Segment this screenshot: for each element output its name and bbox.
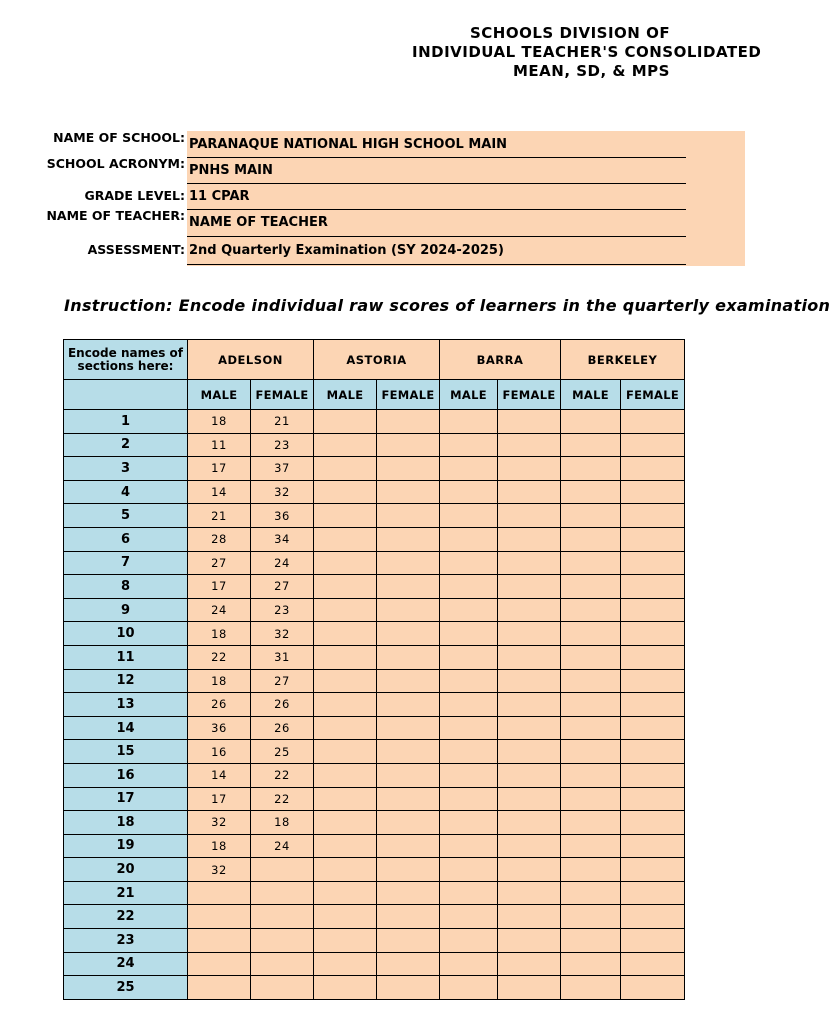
score-cell[interactable]: 28	[188, 527, 251, 551]
score-cell[interactable]	[377, 881, 440, 905]
score-cell[interactable]: 22	[251, 763, 314, 787]
score-cell[interactable]	[621, 834, 685, 858]
grade-level-label: GRADE LEVEL:	[84, 188, 185, 203]
table-row	[64, 669, 685, 693]
score-cell[interactable]	[621, 787, 685, 811]
table-row	[64, 787, 685, 811]
score-cell[interactable]	[314, 858, 377, 882]
score-cell[interactable]	[561, 645, 621, 669]
score-cell[interactable]	[440, 811, 498, 835]
score-cell[interactable]	[314, 976, 377, 1000]
score-cell[interactable]	[498, 905, 561, 929]
score-cell[interactable]	[251, 952, 314, 976]
learner-number: 20	[64, 858, 188, 882]
score-cell[interactable]	[498, 645, 561, 669]
score-cell[interactable]	[314, 645, 377, 669]
score-cell[interactable]	[377, 410, 440, 434]
score-cell[interactable]	[440, 410, 498, 434]
score-cell[interactable]	[498, 811, 561, 835]
male-column-header: MALE	[561, 380, 621, 410]
score-cell[interactable]: 18	[188, 410, 251, 434]
score-cell[interactable]	[440, 433, 498, 457]
score-cell[interactable]	[251, 881, 314, 905]
score-cell[interactable]	[621, 952, 685, 976]
score-cell[interactable]: 32	[251, 480, 314, 504]
score-cell[interactable]	[440, 858, 498, 882]
table-row	[64, 457, 685, 481]
score-cell[interactable]	[498, 504, 561, 528]
learner-number: 15	[64, 740, 188, 764]
score-cell[interactable]	[561, 410, 621, 434]
score-cell[interactable]	[377, 834, 440, 858]
score-cell[interactable]	[498, 787, 561, 811]
learner-number: 3	[64, 457, 188, 481]
score-cell[interactable]	[440, 787, 498, 811]
school-name-label: NAME OF SCHOOL:	[53, 130, 185, 145]
score-cell[interactable]	[561, 905, 621, 929]
score-cell[interactable]	[314, 575, 377, 599]
score-cell[interactable]	[621, 858, 685, 882]
score-cell[interactable]	[561, 622, 621, 646]
table-row	[64, 716, 685, 740]
score-cell[interactable]	[498, 952, 561, 976]
score-cell[interactable]	[561, 480, 621, 504]
learner-number: 11	[64, 645, 188, 669]
learner-number: 6	[64, 527, 188, 551]
score-cell[interactable]	[561, 976, 621, 1000]
score-cell[interactable]	[498, 410, 561, 434]
score-cell[interactable]	[498, 669, 561, 693]
score-cell[interactable]	[440, 740, 498, 764]
score-cell[interactable]	[314, 881, 377, 905]
score-cell[interactable]	[498, 433, 561, 457]
score-cell[interactable]	[440, 645, 498, 669]
score-cell[interactable]	[314, 433, 377, 457]
score-cell[interactable]	[188, 881, 251, 905]
score-cell[interactable]	[440, 480, 498, 504]
score-cell[interactable]	[188, 905, 251, 929]
score-cell[interactable]: 24	[251, 834, 314, 858]
female-column-header: FEMALE	[621, 380, 685, 410]
score-cell[interactable]: 17	[188, 457, 251, 481]
table-row	[64, 881, 685, 905]
score-cell[interactable]	[621, 669, 685, 693]
score-cell[interactable]	[440, 622, 498, 646]
score-cell[interactable]: 25	[251, 740, 314, 764]
score-cell[interactable]	[440, 881, 498, 905]
score-cell[interactable]	[621, 551, 685, 575]
score-cell[interactable]	[377, 787, 440, 811]
score-cell[interactable]	[621, 645, 685, 669]
teacher-name-value[interactable]: NAME OF TEACHER	[189, 215, 328, 230]
score-cell[interactable]: 14	[188, 480, 251, 504]
score-cell[interactable]: 16	[188, 740, 251, 764]
scores-table	[63, 339, 685, 1000]
grade-level-value[interactable]: 11 CPAR	[189, 189, 250, 204]
score-cell[interactable]: 18	[251, 811, 314, 835]
score-cell[interactable]: 22	[188, 645, 251, 669]
learner-number: 14	[64, 716, 188, 740]
score-cell[interactable]	[314, 622, 377, 646]
score-cell[interactable]	[440, 976, 498, 1000]
score-cell[interactable]: 18	[188, 669, 251, 693]
score-cell[interactable]	[314, 811, 377, 835]
score-cell[interactable]: 36	[188, 716, 251, 740]
score-cell[interactable]: 26	[188, 693, 251, 717]
table-row	[64, 929, 685, 953]
score-cell[interactable]	[561, 929, 621, 953]
score-cell[interactable]	[621, 905, 685, 929]
score-cell[interactable]	[561, 881, 621, 905]
learner-number: 13	[64, 693, 188, 717]
table-row	[64, 740, 685, 764]
score-cell[interactable]	[621, 740, 685, 764]
score-cell[interactable]	[561, 834, 621, 858]
score-cell[interactable]: 22	[251, 787, 314, 811]
score-cell[interactable]	[377, 598, 440, 622]
score-cell[interactable]: 23	[251, 598, 314, 622]
score-cell[interactable]	[440, 716, 498, 740]
score-cell[interactable]	[314, 763, 377, 787]
score-cell[interactable]	[440, 457, 498, 481]
divider	[187, 264, 686, 265]
score-cell[interactable]: 37	[251, 457, 314, 481]
score-cell[interactable]	[561, 575, 621, 599]
score-cell[interactable]	[251, 905, 314, 929]
table-row	[64, 622, 685, 646]
learner-number: 5	[64, 504, 188, 528]
score-cell[interactable]	[377, 905, 440, 929]
score-cell[interactable]	[561, 504, 621, 528]
score-cell[interactable]	[314, 740, 377, 764]
score-cell[interactable]	[440, 834, 498, 858]
learner-number: 19	[64, 834, 188, 858]
score-cell[interactable]: 14	[188, 763, 251, 787]
school-name-value[interactable]: PARANAQUE NATIONAL HIGH SCHOOL MAIN	[189, 137, 508, 152]
score-cell[interactable]	[314, 834, 377, 858]
score-cell[interactable]	[377, 693, 440, 717]
score-cell[interactable]	[498, 693, 561, 717]
table-row	[64, 551, 685, 575]
score-cell[interactable]	[314, 504, 377, 528]
score-cell[interactable]	[314, 787, 377, 811]
assessment-label: ASSESSMENT:	[87, 242, 185, 257]
table-row	[64, 575, 685, 599]
score-cell[interactable]	[377, 504, 440, 528]
score-cell[interactable]: 36	[251, 504, 314, 528]
female-column-header: FEMALE	[377, 380, 440, 410]
score-cell[interactable]	[621, 881, 685, 905]
score-cell[interactable]	[561, 551, 621, 575]
score-cell[interactable]	[377, 811, 440, 835]
score-cell[interactable]	[314, 551, 377, 575]
divider	[187, 157, 686, 158]
score-cell[interactable]	[498, 716, 561, 740]
score-cell[interactable]	[377, 480, 440, 504]
score-cell[interactable]	[621, 693, 685, 717]
score-cell[interactable]: 17	[188, 787, 251, 811]
learner-number: 8	[64, 575, 188, 599]
score-cell[interactable]	[498, 834, 561, 858]
score-cell[interactable]: 11	[188, 433, 251, 457]
score-cell[interactable]: 34	[251, 527, 314, 551]
score-cell[interactable]	[621, 410, 685, 434]
score-cell[interactable]	[251, 929, 314, 953]
divider	[187, 236, 686, 237]
score-cell[interactable]: 21	[251, 410, 314, 434]
score-cell[interactable]: 31	[251, 645, 314, 669]
score-cell[interactable]	[188, 976, 251, 1000]
score-cell[interactable]	[440, 551, 498, 575]
section-name-cell[interactable]: ASTORIA	[314, 340, 440, 380]
table-row	[64, 645, 685, 669]
score-cell[interactable]	[621, 929, 685, 953]
learner-number: 17	[64, 787, 188, 811]
assessment-value[interactable]: 2nd Quarterly Examination (SY 2024-2025)	[189, 243, 504, 258]
score-cell[interactable]	[440, 763, 498, 787]
learner-number: 16	[64, 763, 188, 787]
table-row	[64, 598, 685, 622]
divider	[187, 209, 686, 210]
female-column-header: FEMALE	[498, 380, 561, 410]
score-cell[interactable]	[377, 645, 440, 669]
score-cell[interactable]: 27	[188, 551, 251, 575]
score-cell[interactable]	[621, 480, 685, 504]
table-row	[64, 905, 685, 929]
learner-number: 12	[64, 669, 188, 693]
learner-number: 24	[64, 952, 188, 976]
score-cell[interactable]	[377, 929, 440, 953]
score-cell[interactable]	[251, 976, 314, 1000]
score-cell[interactable]: 21	[188, 504, 251, 528]
score-cell[interactable]	[498, 881, 561, 905]
score-cell[interactable]	[314, 480, 377, 504]
score-cell[interactable]	[440, 527, 498, 551]
learner-number: 25	[64, 976, 188, 1000]
score-cell[interactable]	[440, 669, 498, 693]
score-cell[interactable]	[498, 575, 561, 599]
score-cell[interactable]	[251, 858, 314, 882]
score-cell[interactable]: 18	[188, 834, 251, 858]
section-name-cell[interactable]: ADELSON	[188, 340, 314, 380]
table-row	[64, 480, 685, 504]
learner-number: 23	[64, 929, 188, 953]
score-cell[interactable]: 27	[251, 669, 314, 693]
score-cell[interactable]	[498, 457, 561, 481]
male-column-header: MALE	[314, 380, 377, 410]
table-row	[64, 952, 685, 976]
learner-number: 9	[64, 598, 188, 622]
score-cell[interactable]	[561, 740, 621, 764]
score-cell[interactable]	[561, 858, 621, 882]
learner-number: 7	[64, 551, 188, 575]
learner-number: 22	[64, 905, 188, 929]
score-cell[interactable]	[621, 433, 685, 457]
score-cell[interactable]	[498, 551, 561, 575]
male-column-header: MALE	[188, 380, 251, 410]
table-row	[64, 410, 685, 434]
score-cell[interactable]	[561, 433, 621, 457]
score-cell[interactable]	[561, 787, 621, 811]
score-cell[interactable]	[377, 976, 440, 1000]
score-cell[interactable]	[377, 551, 440, 575]
learner-number: 21	[64, 881, 188, 905]
score-cell[interactable]	[561, 457, 621, 481]
score-cell[interactable]: 24	[251, 551, 314, 575]
score-cell[interactable]	[498, 763, 561, 787]
score-cell[interactable]	[621, 575, 685, 599]
header-line-2: INDIVIDUAL TEACHER'S CONSOLIDATED	[412, 43, 762, 61]
score-cell[interactable]	[498, 527, 561, 551]
score-cell[interactable]	[314, 716, 377, 740]
score-cell[interactable]	[314, 693, 377, 717]
section-name-cell[interactable]: BARRA	[440, 340, 561, 380]
score-cell[interactable]	[621, 527, 685, 551]
score-cell[interactable]	[498, 598, 561, 622]
row-header-blank	[64, 380, 188, 410]
score-cell[interactable]	[377, 433, 440, 457]
score-cell[interactable]	[314, 952, 377, 976]
score-cell[interactable]	[440, 575, 498, 599]
score-cell[interactable]	[498, 740, 561, 764]
section-names-corner: Encode names of sections here:	[64, 340, 188, 380]
male-column-header: MALE	[440, 380, 498, 410]
score-cell[interactable]	[377, 763, 440, 787]
table-row	[64, 763, 685, 787]
score-cell[interactable]	[561, 527, 621, 551]
score-cell[interactable]	[498, 858, 561, 882]
score-cell[interactable]	[440, 929, 498, 953]
score-cell[interactable]	[561, 811, 621, 835]
score-cell[interactable]: 32	[251, 622, 314, 646]
instruction-text: Instruction: Encode individual raw scores of learners in the quarterly examination	[64, 296, 830, 315]
table-row	[64, 811, 685, 835]
score-cell[interactable]: 32	[188, 858, 251, 882]
score-cell[interactable]	[314, 410, 377, 434]
score-cell[interactable]	[621, 598, 685, 622]
score-cell[interactable]	[314, 669, 377, 693]
score-cell[interactable]: 26	[251, 693, 314, 717]
score-cell[interactable]	[561, 693, 621, 717]
score-cell[interactable]	[377, 952, 440, 976]
score-cell[interactable]	[314, 929, 377, 953]
score-cell[interactable]	[377, 669, 440, 693]
score-cell[interactable]	[188, 929, 251, 953]
learner-number: 18	[64, 811, 188, 835]
table-row	[64, 693, 685, 717]
divider	[187, 183, 686, 184]
score-cell[interactable]: 27	[251, 575, 314, 599]
table-row	[64, 976, 685, 1000]
learner-number: 10	[64, 622, 188, 646]
score-cell[interactable]	[314, 598, 377, 622]
score-cell[interactable]: 26	[251, 716, 314, 740]
score-cell[interactable]	[498, 929, 561, 953]
learner-number: 4	[64, 480, 188, 504]
table-row	[64, 433, 685, 457]
score-cell[interactable]	[377, 527, 440, 551]
score-cell[interactable]	[440, 598, 498, 622]
learner-number: 2	[64, 433, 188, 457]
score-cell[interactable]	[377, 457, 440, 481]
school-acronym-label: SCHOOL ACRONYM:	[46, 156, 185, 171]
section-name-cell[interactable]: BERKELEY	[561, 340, 685, 380]
score-cell[interactable]	[314, 905, 377, 929]
score-cell[interactable]	[314, 457, 377, 481]
score-cell[interactable]	[561, 598, 621, 622]
score-cell[interactable]	[561, 763, 621, 787]
school-acronym-value[interactable]: PNHS MAIN	[189, 163, 273, 178]
score-cell[interactable]	[621, 504, 685, 528]
score-cell[interactable]	[314, 527, 377, 551]
score-cell[interactable]	[621, 763, 685, 787]
header-line-1: SCHOOLS DIVISION OF	[470, 24, 671, 42]
table-row	[64, 858, 685, 882]
score-cell[interactable]	[561, 669, 621, 693]
table-row	[64, 834, 685, 858]
score-cell[interactable]: 24	[188, 598, 251, 622]
score-cell[interactable]	[440, 504, 498, 528]
score-cell[interactable]	[498, 480, 561, 504]
learner-number: 1	[64, 410, 188, 434]
score-cell[interactable]	[621, 811, 685, 835]
score-cell[interactable]	[188, 952, 251, 976]
score-cell[interactable]	[377, 740, 440, 764]
score-cell[interactable]	[621, 716, 685, 740]
score-cell[interactable]	[440, 905, 498, 929]
score-cell[interactable]	[377, 858, 440, 882]
score-cell[interactable]	[377, 575, 440, 599]
table-row	[64, 527, 685, 551]
table-row	[64, 504, 685, 528]
score-cell[interactable]: 32	[188, 811, 251, 835]
score-cell[interactable]	[440, 693, 498, 717]
header-line-3: MEAN, SD, & MPS	[513, 62, 670, 80]
score-cell[interactable]	[561, 952, 621, 976]
score-cell[interactable]	[621, 976, 685, 1000]
score-cell[interactable]: 17	[188, 575, 251, 599]
score-cell[interactable]	[377, 716, 440, 740]
score-cell[interactable]: 23	[251, 433, 314, 457]
score-cell[interactable]	[621, 457, 685, 481]
score-cell[interactable]: 18	[188, 622, 251, 646]
female-column-header: FEMALE	[251, 380, 314, 410]
score-cell[interactable]	[440, 952, 498, 976]
teacher-name-label: NAME OF TEACHER:	[46, 208, 185, 223]
score-cell[interactable]	[561, 716, 621, 740]
score-cell[interactable]	[621, 622, 685, 646]
score-cell[interactable]	[498, 976, 561, 1000]
score-cell[interactable]	[498, 622, 561, 646]
score-cell[interactable]	[377, 622, 440, 646]
